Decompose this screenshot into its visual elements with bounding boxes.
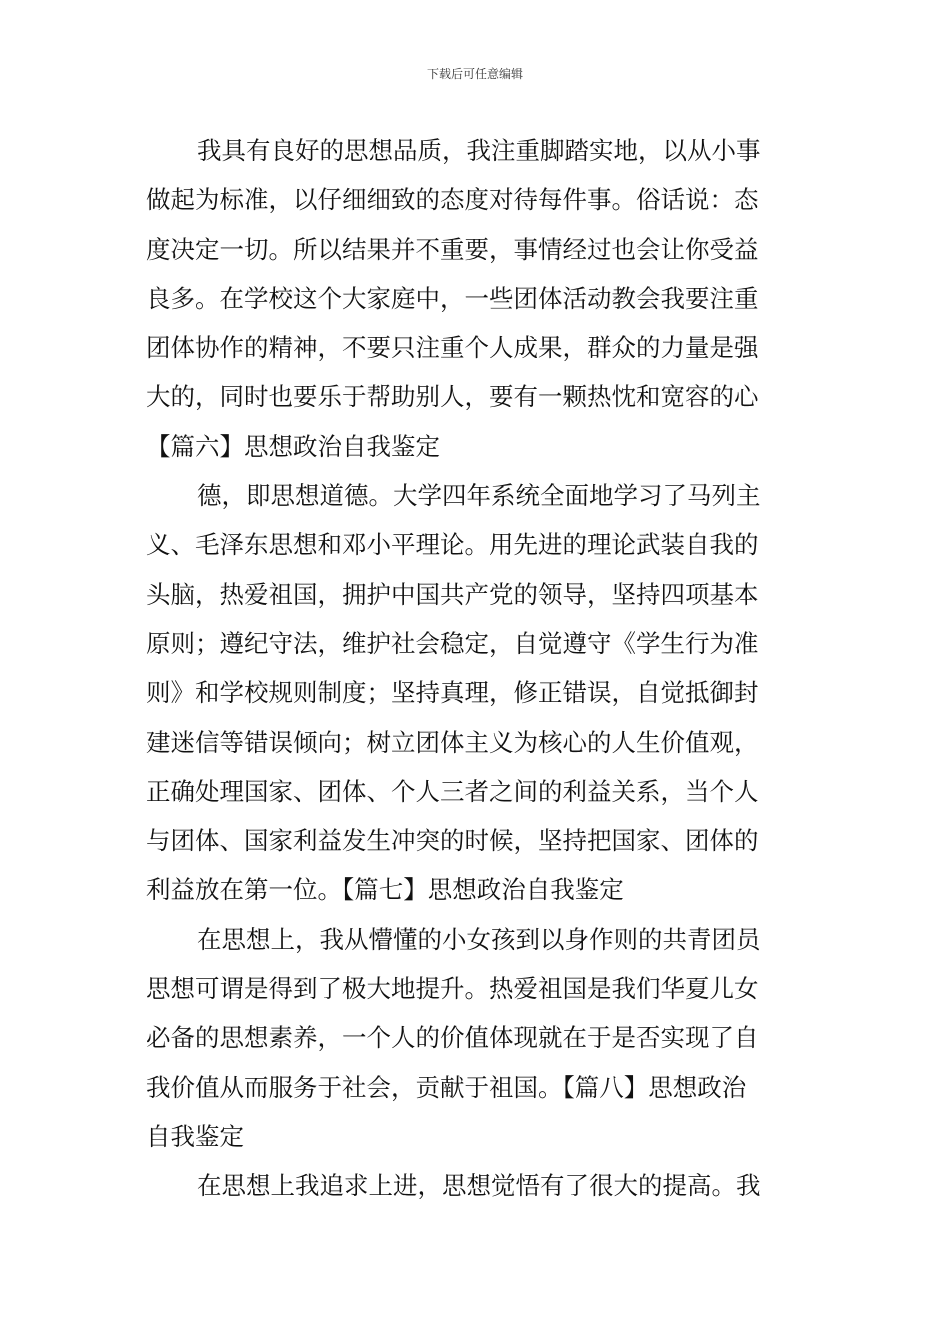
- page-header: 下载后可任意编辑: [426, 67, 523, 81]
- paragraph-line: 原则；遵纪守法，维护社会稳定，自觉遵守《学生行为准: [146, 628, 759, 658]
- paragraph-line: 自我鉴定: [146, 1121, 244, 1151]
- paragraph-line: 正确处理国家、团体、个人三者之间的利益关系，当个人: [146, 776, 759, 806]
- paragraph-line: 思想可谓是得到了极大地提升。热爱祖国是我们华夏儿女: [146, 974, 759, 1004]
- section-heading: 【篇六】思想政治自我鉴定: [146, 431, 440, 461]
- paragraph-line: 德，即思想道德。大学四年系统全面地学习了马列主: [197, 481, 761, 511]
- paragraph-line: 我价值从而服务于社会，贡献于祖国。【篇八】思想政治: [146, 1072, 747, 1102]
- paragraph-line: 在思想上我追求上进，思想觉悟有了很大的提高。我: [197, 1171, 761, 1201]
- document-body: [146, 126, 808, 1211]
- paragraph-line: 义、毛泽东思想和邓小平理论。用先进的理论武装自我的: [146, 530, 759, 560]
- paragraph-line: 团体协作的精神，不要只注重个人成果，群众的力量是强: [146, 333, 759, 363]
- paragraph-line: 良多。在学校这个大家庭中，一些团体活动教会我要注重: [146, 283, 759, 313]
- paragraph-line: 与团体、国家利益发生冲突的时候，坚持把国家、团体的: [146, 826, 759, 856]
- paragraph-line: 我具有良好的思想品质，我注重脚踏实地，以从小事: [197, 136, 761, 165]
- paragraph-line: 大的，同时也要乐于帮助别人，要有一颗热忱和宽容的心: [146, 382, 759, 412]
- paragraph-line: 做起为标准，以仔细细致的态度对待每件事。俗话说：态: [146, 185, 759, 215]
- paragraph-line: 在思想上，我从懵懂的小女孩到以身作则的共青团员: [197, 924, 761, 954]
- paragraph-line: 必备的思想素养，一个人的价值体现就在于是否实现了自: [146, 1023, 759, 1053]
- paragraph-line: 则》和学校规则制度；坚持真理，修正错误，自觉抵御封: [146, 678, 759, 708]
- paragraph-line: 利益放在第一位。【篇七】思想政治自我鉴定: [146, 875, 624, 905]
- paragraph-line: 头脑，热爱祖国，拥护中国共产党的领导，坚持四项基本: [146, 579, 759, 609]
- paragraph-line: 度决定一切。所以结果并不重要，事情经过也会让你受益: [146, 234, 759, 264]
- paragraph-line: 建迷信等错误倾向；树立团体主义为核心的人生价值观，: [146, 727, 759, 757]
